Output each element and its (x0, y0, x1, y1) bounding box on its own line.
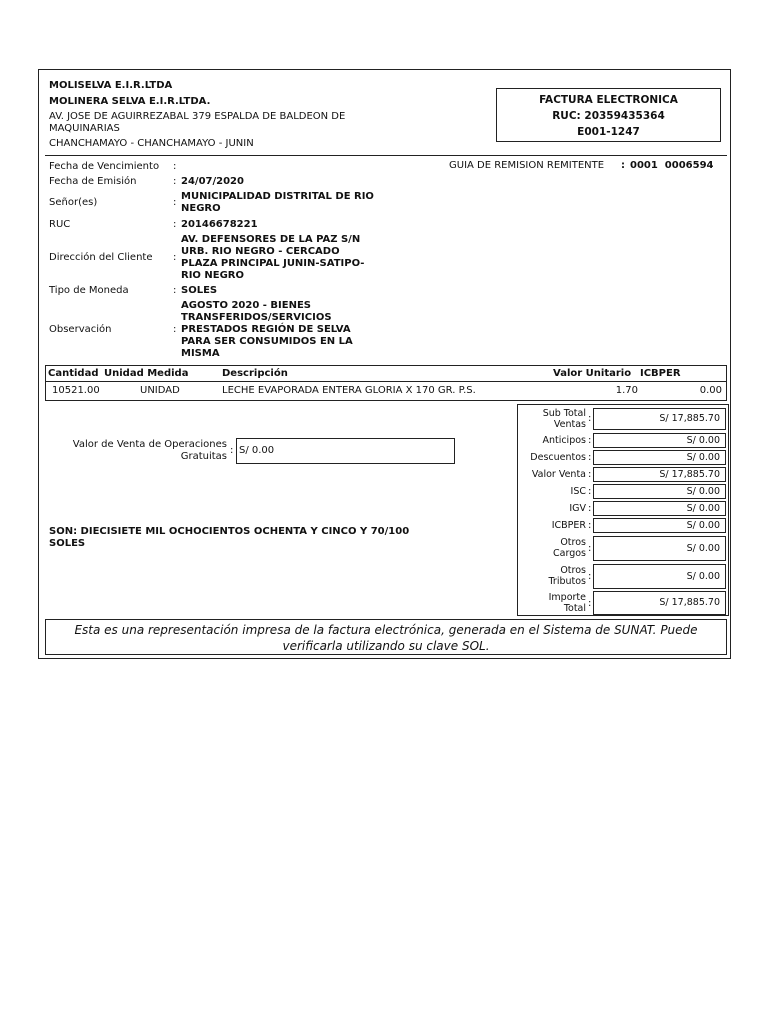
total-row-subtotal (518, 407, 728, 431)
direccion-value: AV. DEFENSORES DE LA PAZ S/N URB. RIO NEGRO - CERCADO PLAZA PRINCIPAL JUNIN-SATIPO-RIO NEGRO (181, 234, 365, 281)
total-colon: : (588, 571, 592, 582)
gratuitas-label (59, 439, 227, 463)
total-value: S/ 0.00 (593, 564, 726, 589)
moneda-label: Tipo de Moneda (49, 285, 129, 296)
total-value: S/ 0.00 (593, 536, 726, 561)
total-row-descuentos (518, 450, 728, 466)
issuer-trade-name: MOLISELVA E.I.R.LTDA (49, 80, 173, 91)
field-colon: : (173, 285, 177, 296)
total-value: S/ 0.00 (593, 450, 726, 465)
total-value: S/ 17,885.70 (593, 591, 726, 615)
total-colon: : (588, 452, 592, 463)
total-row-igv (518, 501, 728, 517)
document-id-box (496, 88, 721, 142)
field-colon: : (173, 161, 177, 172)
document-number: E001-1247 (577, 126, 640, 138)
issuer-ruc: RUC: 20359435364 (552, 110, 665, 122)
total-value: S/ 17,885.70 (593, 467, 726, 482)
senor-value: MUNICIPALIDAD DISTRITAL DE RIO NEGRO (181, 191, 374, 214)
total-label: ISC (570, 486, 586, 497)
total-colon: : (588, 413, 592, 424)
total-value: S/ 17,885.70 (593, 408, 726, 430)
items-table (45, 365, 727, 401)
gratuitas-value-box (236, 438, 455, 464)
issuer-legal-name: MOLINERA SELVA E.I.R.LTDA. (49, 96, 211, 107)
table-row-icbper: 0.00 (699, 385, 722, 396)
total-colon: : (588, 543, 592, 554)
total-value: S/ 0.00 (593, 501, 726, 516)
total-colon: : (588, 435, 592, 446)
total-value: S/ 0.00 (593, 518, 726, 533)
vencimiento-label: Fecha de Vencimiento (49, 161, 160, 172)
direccion-label: Dirección del Cliente (49, 252, 153, 263)
son-line2: SOLES (49, 538, 86, 549)
total-row-icbper (518, 518, 728, 534)
total-label: Sub Total Ventas (542, 408, 586, 430)
total-value: S/ 0.00 (593, 433, 726, 448)
total-label: Importe Total (548, 592, 586, 614)
issuer-address-line2: MAQUINARIAS (49, 123, 120, 134)
total-colon: : (588, 486, 592, 497)
total-row-valor-venta (518, 467, 728, 483)
total-row-isc (518, 484, 728, 500)
total-row-otros-tributos (518, 564, 728, 590)
total-label: Anticipos (542, 435, 586, 446)
total-colon: : (588, 520, 592, 531)
senor-label: Señor(es) (49, 197, 98, 208)
total-colon: : (588, 503, 592, 514)
observacion-label: Observación (49, 324, 112, 335)
document-type: FACTURA ELECTRONICA (539, 94, 678, 106)
total-row-otros-cargos (518, 536, 728, 562)
total-label: IGV (569, 503, 586, 514)
issuer-location: CHANCHAMAYO - CHANCHAMAYO - JUNIN (49, 138, 254, 149)
col-header-cantidad: Cantidad (48, 368, 99, 379)
total-colon: : (588, 598, 592, 609)
total-label: Otros Cargos (553, 537, 586, 559)
field-colon: : (173, 176, 177, 187)
son-line1: SON: DIECISIETE MIL OCHOCIENTOS OCHENTA Y CINCO Y 70/100 (49, 526, 410, 537)
col-header-unidad: Unidad Medida (104, 368, 189, 379)
field-colon: : (173, 324, 177, 335)
field-colon: : (173, 197, 177, 208)
gratuitas-colon: : (230, 445, 234, 456)
total-label: Descuentos (530, 452, 586, 463)
observacion-value: AGOSTO 2020 - BIENES TRANSFERIDOS/SERVICIOS PRESTADOS REGIÓN DE SELVA PARA SER CONSUMIDOS EN LA MISMA (181, 300, 353, 359)
divider (45, 155, 727, 156)
ruc-label: RUC (49, 219, 71, 230)
gratuitas-label-line1: Valor de Venta de Operaciones (72, 439, 227, 450)
col-header-descripcion: Descripción (222, 368, 288, 379)
totals-panel (517, 404, 729, 616)
invoice-document (38, 69, 731, 659)
guia-value: 0001 0006594 (630, 160, 714, 171)
gratuitas-value: S/ 0.00 (239, 445, 275, 456)
total-row-anticipos (518, 433, 728, 449)
table-row-cantidad: 10521.00 (52, 385, 100, 396)
table-header-divider (46, 381, 726, 382)
total-value: S/ 0.00 (593, 484, 726, 499)
field-colon: : (173, 219, 177, 230)
guia-colon: : (621, 160, 625, 171)
total-row-importe-total (518, 591, 728, 617)
total-label: Otros Tributos (548, 565, 586, 587)
issuer-address-line1: AV. JOSE DE AGUIRREZABAL 379 ESPALDA DE BALDEON DE (49, 111, 346, 122)
col-header-icbper: ICBPER (640, 368, 681, 379)
total-colon: : (588, 469, 592, 480)
table-row-unidad: UNIDAD (140, 385, 180, 396)
table-row-valor-unitario: 1.70 (615, 385, 638, 396)
total-label: ICBPER (551, 520, 586, 531)
emision-label: Fecha de Emisión (49, 176, 137, 187)
moneda-value: SOLES (181, 285, 218, 296)
guia-label: GUIA DE REMISION REMITENTE (449, 160, 605, 171)
table-row-descripcion: LECHE EVAPORADA ENTERA GLORIA X 170 GR. P.S. (222, 385, 476, 396)
gratuitas-label-line2: Gratuitas (180, 451, 227, 462)
field-colon: : (173, 252, 177, 263)
ruc-value: 20146678221 (181, 219, 258, 230)
emision-value: 24/07/2020 (181, 176, 244, 187)
col-header-valor-unitario: Valor Unitario (553, 368, 632, 379)
total-label: Valor Venta (531, 469, 586, 480)
sunat-footer-note: Esta es una representación impresa de la factura electrónica, generada en el Sistema de SUNAT. Puede verificarla utilizando su clave SOL. (45, 619, 727, 655)
